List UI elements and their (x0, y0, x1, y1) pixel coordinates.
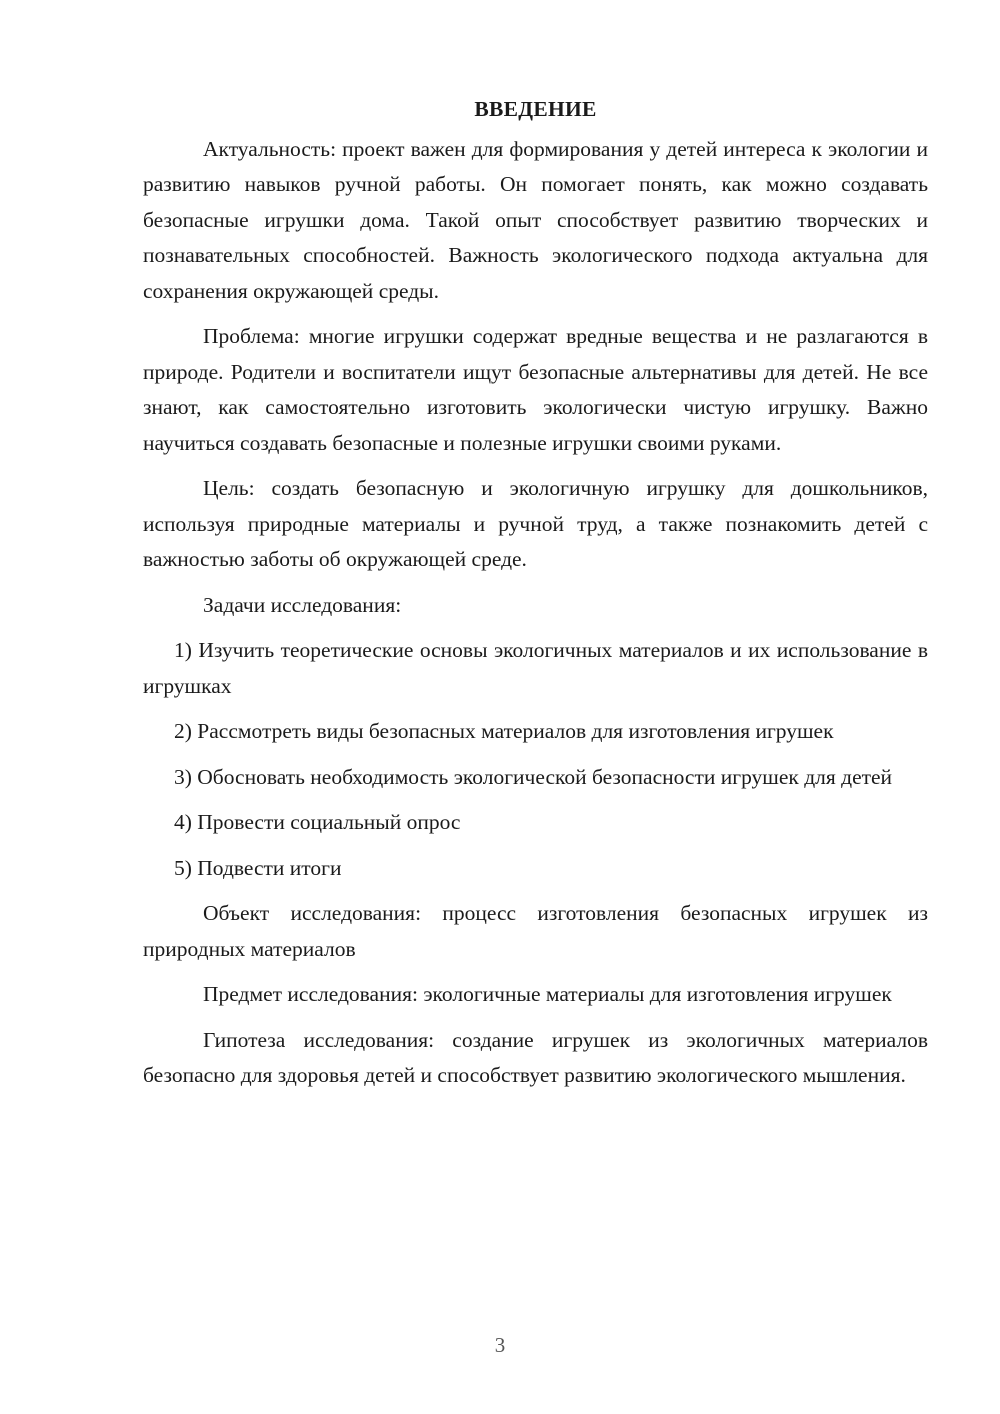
hypothesis-paragraph: Гипотеза исследования: создание игрушек из экологичных материалов безопасно для здоровья детей и способствует развитию экологического мышления. (143, 1027, 928, 1087)
task-item-1: 1) Изучить теоретические основы экологичных материалов и их использование в игрушках (143, 638, 928, 698)
relevance-paragraph: Актуальность: проект важен для формирования у детей интереса к экологии и развитию навыков ручной работы. Он помогает понять, как можно создавать безопасные игрушки дома. Такой опыт способствует развитию творческих и познавательных способностей. Важность экологического подхода актуальна для сохранения окружающей среды. (143, 136, 928, 303)
task-item-2: 2) Рассмотреть виды безопасных материалов для изготовления игрушек (174, 719, 834, 743)
page-content (143, 92, 928, 1104)
goal-paragraph: Цель: создать безопасную и экологичную игрушку для дошкольников, используя природные материалы и ручной труд, а также познакомить детей с важностью заботы об окружающей среде. (143, 476, 928, 571)
object-paragraph: Объект исследования: процесс изготовления безопасных игрушек из природных материалов (143, 901, 928, 961)
section-heading: ВВЕДЕНИЕ (474, 97, 597, 121)
page-number: 3 (494, 1333, 506, 1357)
subject-paragraph: Предмет исследования: экологичные материалы для изготовления игрушек (203, 982, 892, 1006)
task-item-5: 5) Подвести итоги (174, 855, 342, 880)
task-item-3: 3) Обосновать необходимость экологической безопасности игрушек для детей (174, 764, 893, 789)
tasks-title: Задачи исследования: (203, 592, 402, 617)
task-item-4: 4) Провести социальный опрос (174, 810, 461, 834)
problem-paragraph: Проблема: многие игрушки содержат вредные вещества и не разлагаются в природе. Родители и воспитатели ищут безопасные альтернативы для детей. Не все знают, как самостоятельно изготовить экологически чистую игрушку. Важно научиться создавать безопасные и полезные игрушки своими руками. (143, 324, 928, 455)
